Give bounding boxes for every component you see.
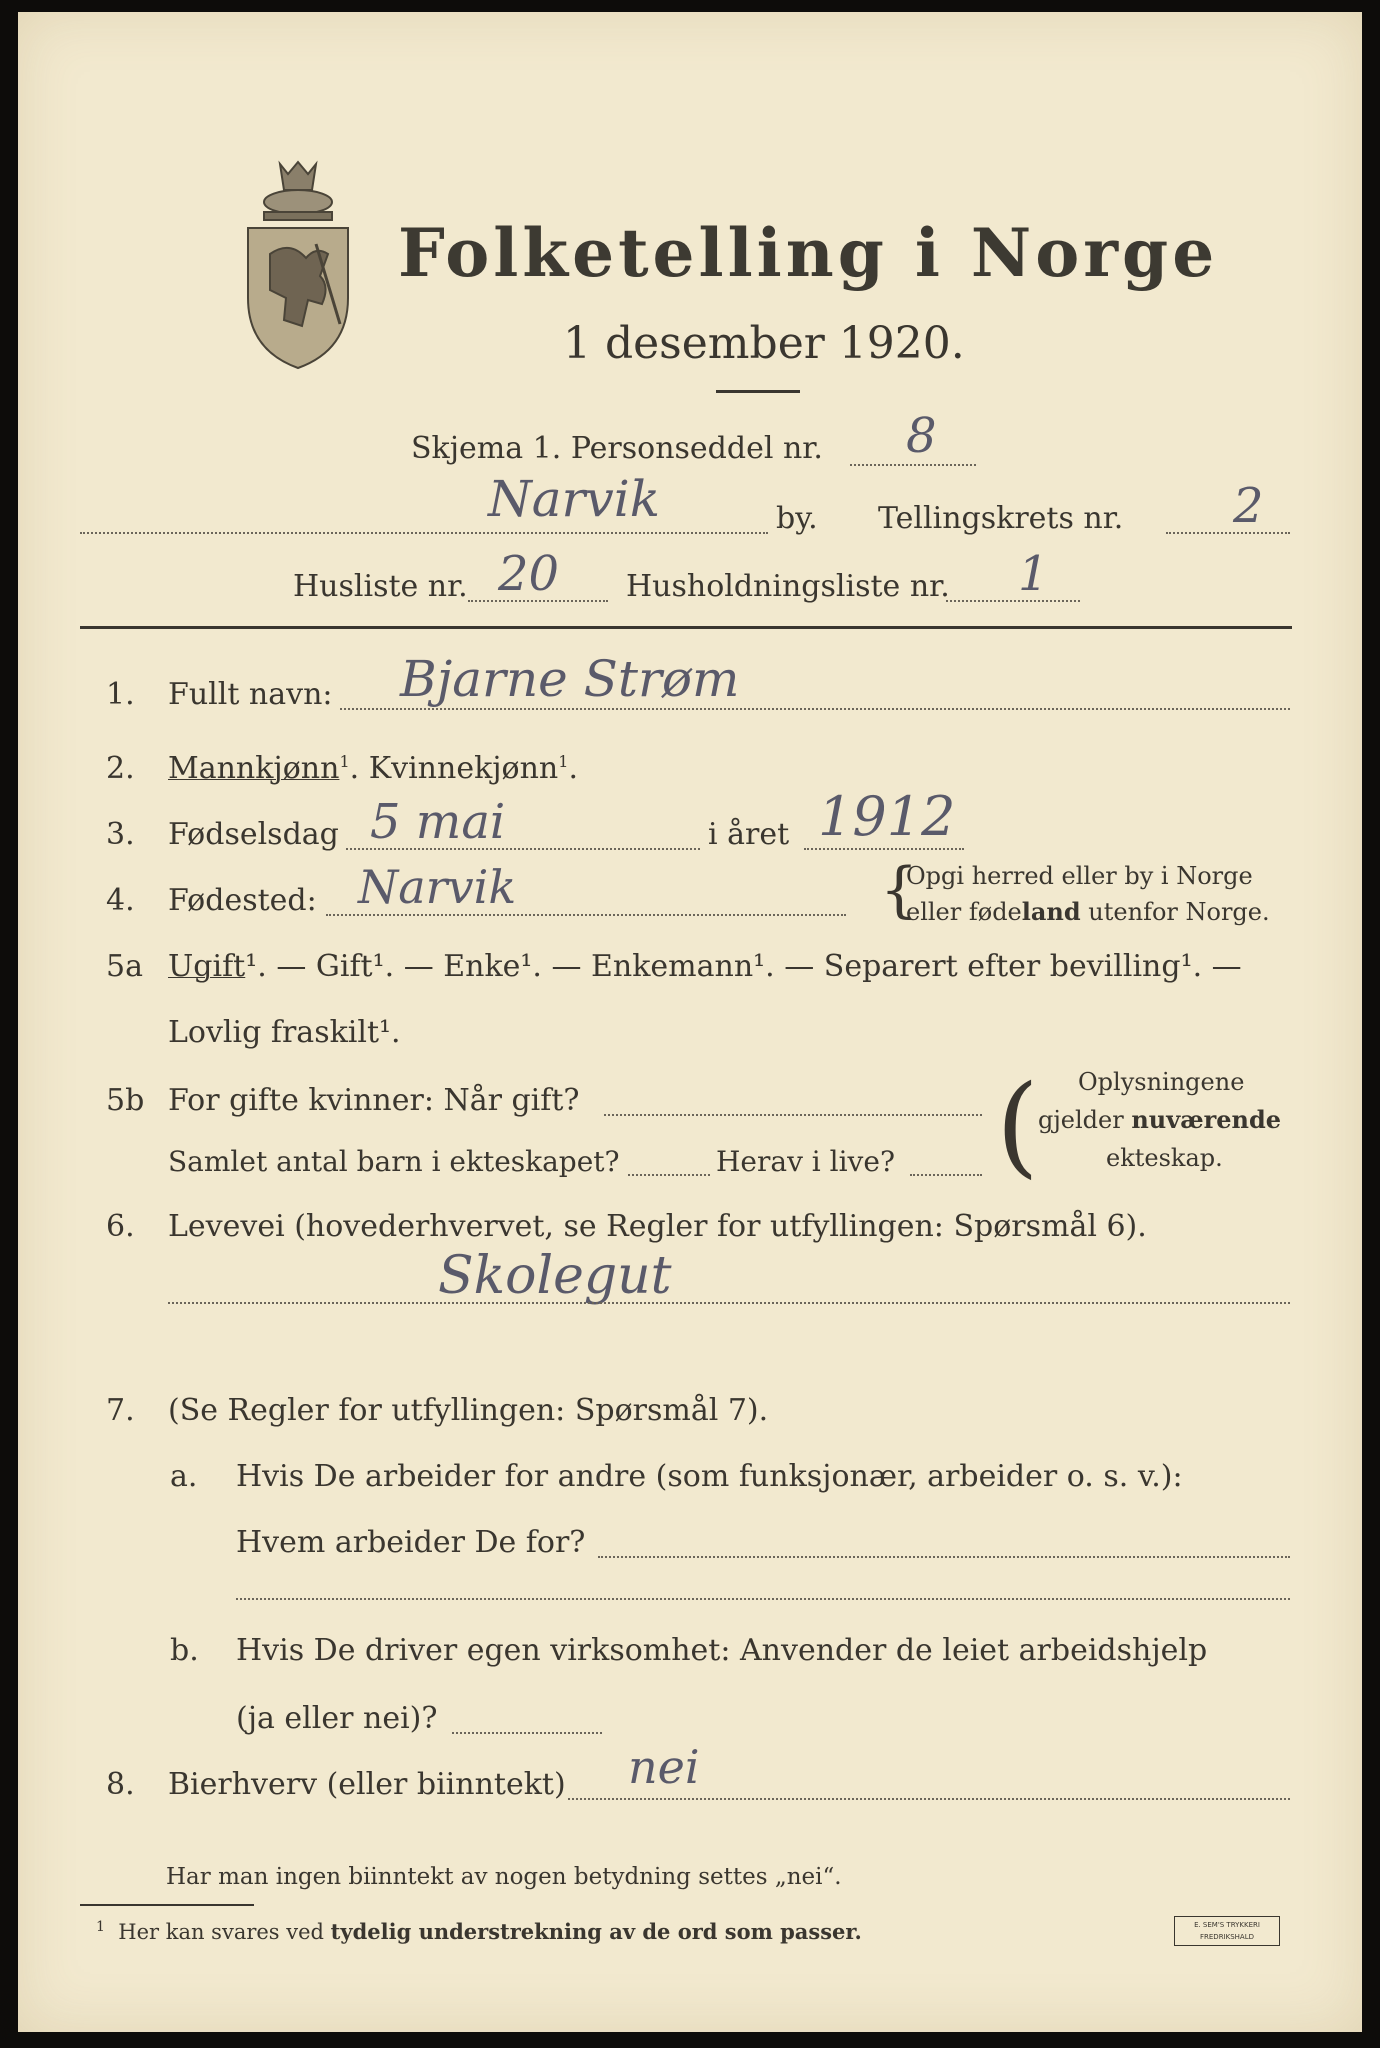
gender-female-option[interactable]: Kvinnekjønn xyxy=(368,751,559,786)
q7-number: 7. xyxy=(106,1393,135,1428)
birth-year-field[interactable] xyxy=(804,848,964,850)
note-brace: ( xyxy=(996,1061,1039,1189)
children-alive-field[interactable] xyxy=(910,1174,982,1176)
children-total-label: Samlet antal barn i ekteskapet? xyxy=(168,1145,620,1178)
town-field[interactable] xyxy=(80,532,768,534)
q4-number: 4. xyxy=(106,883,135,918)
q7-label: (Se Regler for utfyllingen: Spørsmål 7). xyxy=(168,1393,769,1428)
printer-stamp xyxy=(1174,1916,1280,1946)
q3-label: Fødselsdag xyxy=(168,817,339,852)
children-alive-label: Herav i live? xyxy=(716,1145,895,1178)
footnote-ref: 1 xyxy=(558,752,569,771)
full-name-value: Bjarne Strøm xyxy=(400,650,740,708)
q2-number: 2. xyxy=(106,751,135,786)
personseddel-field[interactable] xyxy=(850,464,976,466)
q7a-line1: Hvis De arbeider for andre (som funksjonær, arbeider o. s. v.): xyxy=(236,1459,1183,1494)
employer-field-line2[interactable] xyxy=(236,1598,1290,1600)
footnote xyxy=(96,1920,862,1943)
q7b-line2: (ja eller nei)? xyxy=(236,1701,438,1736)
q6-label: Levevei (hovederhvervet, se Regler for utfyllingen: Spørsmål 6). xyxy=(168,1209,1147,1244)
q4-label: Fødested: xyxy=(168,883,317,918)
census-date: 1 desember 1920. xyxy=(563,318,965,369)
occupation-value: Skolegut xyxy=(438,1246,672,1306)
gender-male-option[interactable]: Mannkjønn xyxy=(168,751,340,786)
header-rule xyxy=(80,626,1292,629)
town-value: Narvik xyxy=(488,470,660,528)
marital-status-options xyxy=(168,949,1242,984)
footnote-bold-text: tydelig understrekning av de ord som passer. xyxy=(330,1919,862,1944)
personseddel-value: 8 xyxy=(906,408,937,464)
q4-note-line2: eller fødeland utenfor Norge. xyxy=(906,897,1270,926)
footnote-ref: 1 xyxy=(339,752,350,771)
q5b-number: 5b xyxy=(106,1083,145,1118)
q1-number: 1. xyxy=(106,677,135,712)
tellingskrets-label: Tellingskrets nr. xyxy=(878,501,1124,536)
husliste-value: 20 xyxy=(498,546,560,602)
tellingskrets-field[interactable] xyxy=(1166,532,1290,534)
husholdning-label: Husholdningsliste nr. xyxy=(626,569,950,604)
skjema-label: Skjema 1. Personseddel nr. xyxy=(411,431,823,466)
gender-end: . xyxy=(568,751,578,786)
q8-number: 8. xyxy=(106,1767,135,1802)
side-income-field[interactable] xyxy=(568,1798,1290,1800)
birthplace-value: Narvik xyxy=(358,860,517,914)
birthday-value: 5 mai xyxy=(370,794,506,850)
when-married-label: For gifte kvinner: Når gift? xyxy=(168,1083,580,1118)
q3-number: 3. xyxy=(106,817,135,852)
footnote-number: 1 xyxy=(96,1919,105,1935)
printer-line2: FREDRIKSHALD xyxy=(1199,1933,1254,1941)
side-income-value: nei xyxy=(628,1740,700,1794)
marital-options-rest: ¹. — Gift¹. — Enke¹. — Enkemann¹. — Separert efter bevilling¹. — xyxy=(245,949,1242,984)
gender-options xyxy=(168,751,578,786)
q1-label: Fullt navn: xyxy=(168,677,333,712)
q8-label: Bierhverv (eller biinntekt) xyxy=(168,1767,566,1802)
q5a-number: 5a xyxy=(106,949,143,984)
form-title: Folketelling i Norge xyxy=(398,214,1219,292)
full-name-field[interactable] xyxy=(340,708,1290,710)
employer-field[interactable] xyxy=(598,1556,1290,1558)
footer-note: Har man ingen biinntekt av nogen betydning settes „nei“. xyxy=(166,1864,842,1890)
q7b-line1: Hvis De driver egen virksomhet: Anvender de leiet arbeidshjelp xyxy=(236,1633,1208,1668)
q7b-marker: b. xyxy=(170,1633,199,1668)
when-married-field[interactable] xyxy=(604,1114,982,1116)
printer-line1: E. SEM'S TRYKKERI xyxy=(1194,1921,1260,1929)
by-label: by. xyxy=(776,501,818,536)
gender-separator: . xyxy=(349,751,360,786)
tellingskrets-value: 2 xyxy=(1233,478,1264,534)
husholdning-value: 1 xyxy=(1018,546,1049,602)
q5b-note-line2: gjelder nuværende xyxy=(1038,1105,1282,1134)
husliste-label: Husliste nr. xyxy=(293,569,468,604)
footnote-text: Her kan svares ved xyxy=(118,1920,331,1944)
norway-coat-of-arms-icon xyxy=(230,154,366,376)
footnote-rule xyxy=(80,1904,254,1906)
q7a-marker: a. xyxy=(170,1459,198,1494)
occupation-field[interactable] xyxy=(168,1302,1290,1304)
birthplace-field[interactable] xyxy=(326,914,846,916)
q5b-note-line1: Oplysningene xyxy=(1078,1068,1245,1096)
children-total-field[interactable] xyxy=(628,1174,710,1176)
q7a-line2: Hvem arbeider De for? xyxy=(236,1525,586,1560)
marital-ugift-option[interactable]: Ugift xyxy=(168,949,246,984)
hired-help-field[interactable] xyxy=(452,1732,602,1734)
husholdning-field[interactable] xyxy=(946,600,1080,602)
marital-line2: Lovlig fraskilt¹. xyxy=(168,1015,401,1050)
title-divider xyxy=(716,390,800,393)
q5b-note-line3: ekteskap. xyxy=(1106,1144,1223,1172)
q6-number: 6. xyxy=(106,1209,135,1244)
q4-note-line1: Opgi herred eller by i Norge xyxy=(906,862,1253,890)
birth-year-value: 1912 xyxy=(818,785,956,848)
year-label: i året xyxy=(708,817,790,852)
note-brace: { xyxy=(880,855,919,925)
census-form xyxy=(18,12,1362,2032)
